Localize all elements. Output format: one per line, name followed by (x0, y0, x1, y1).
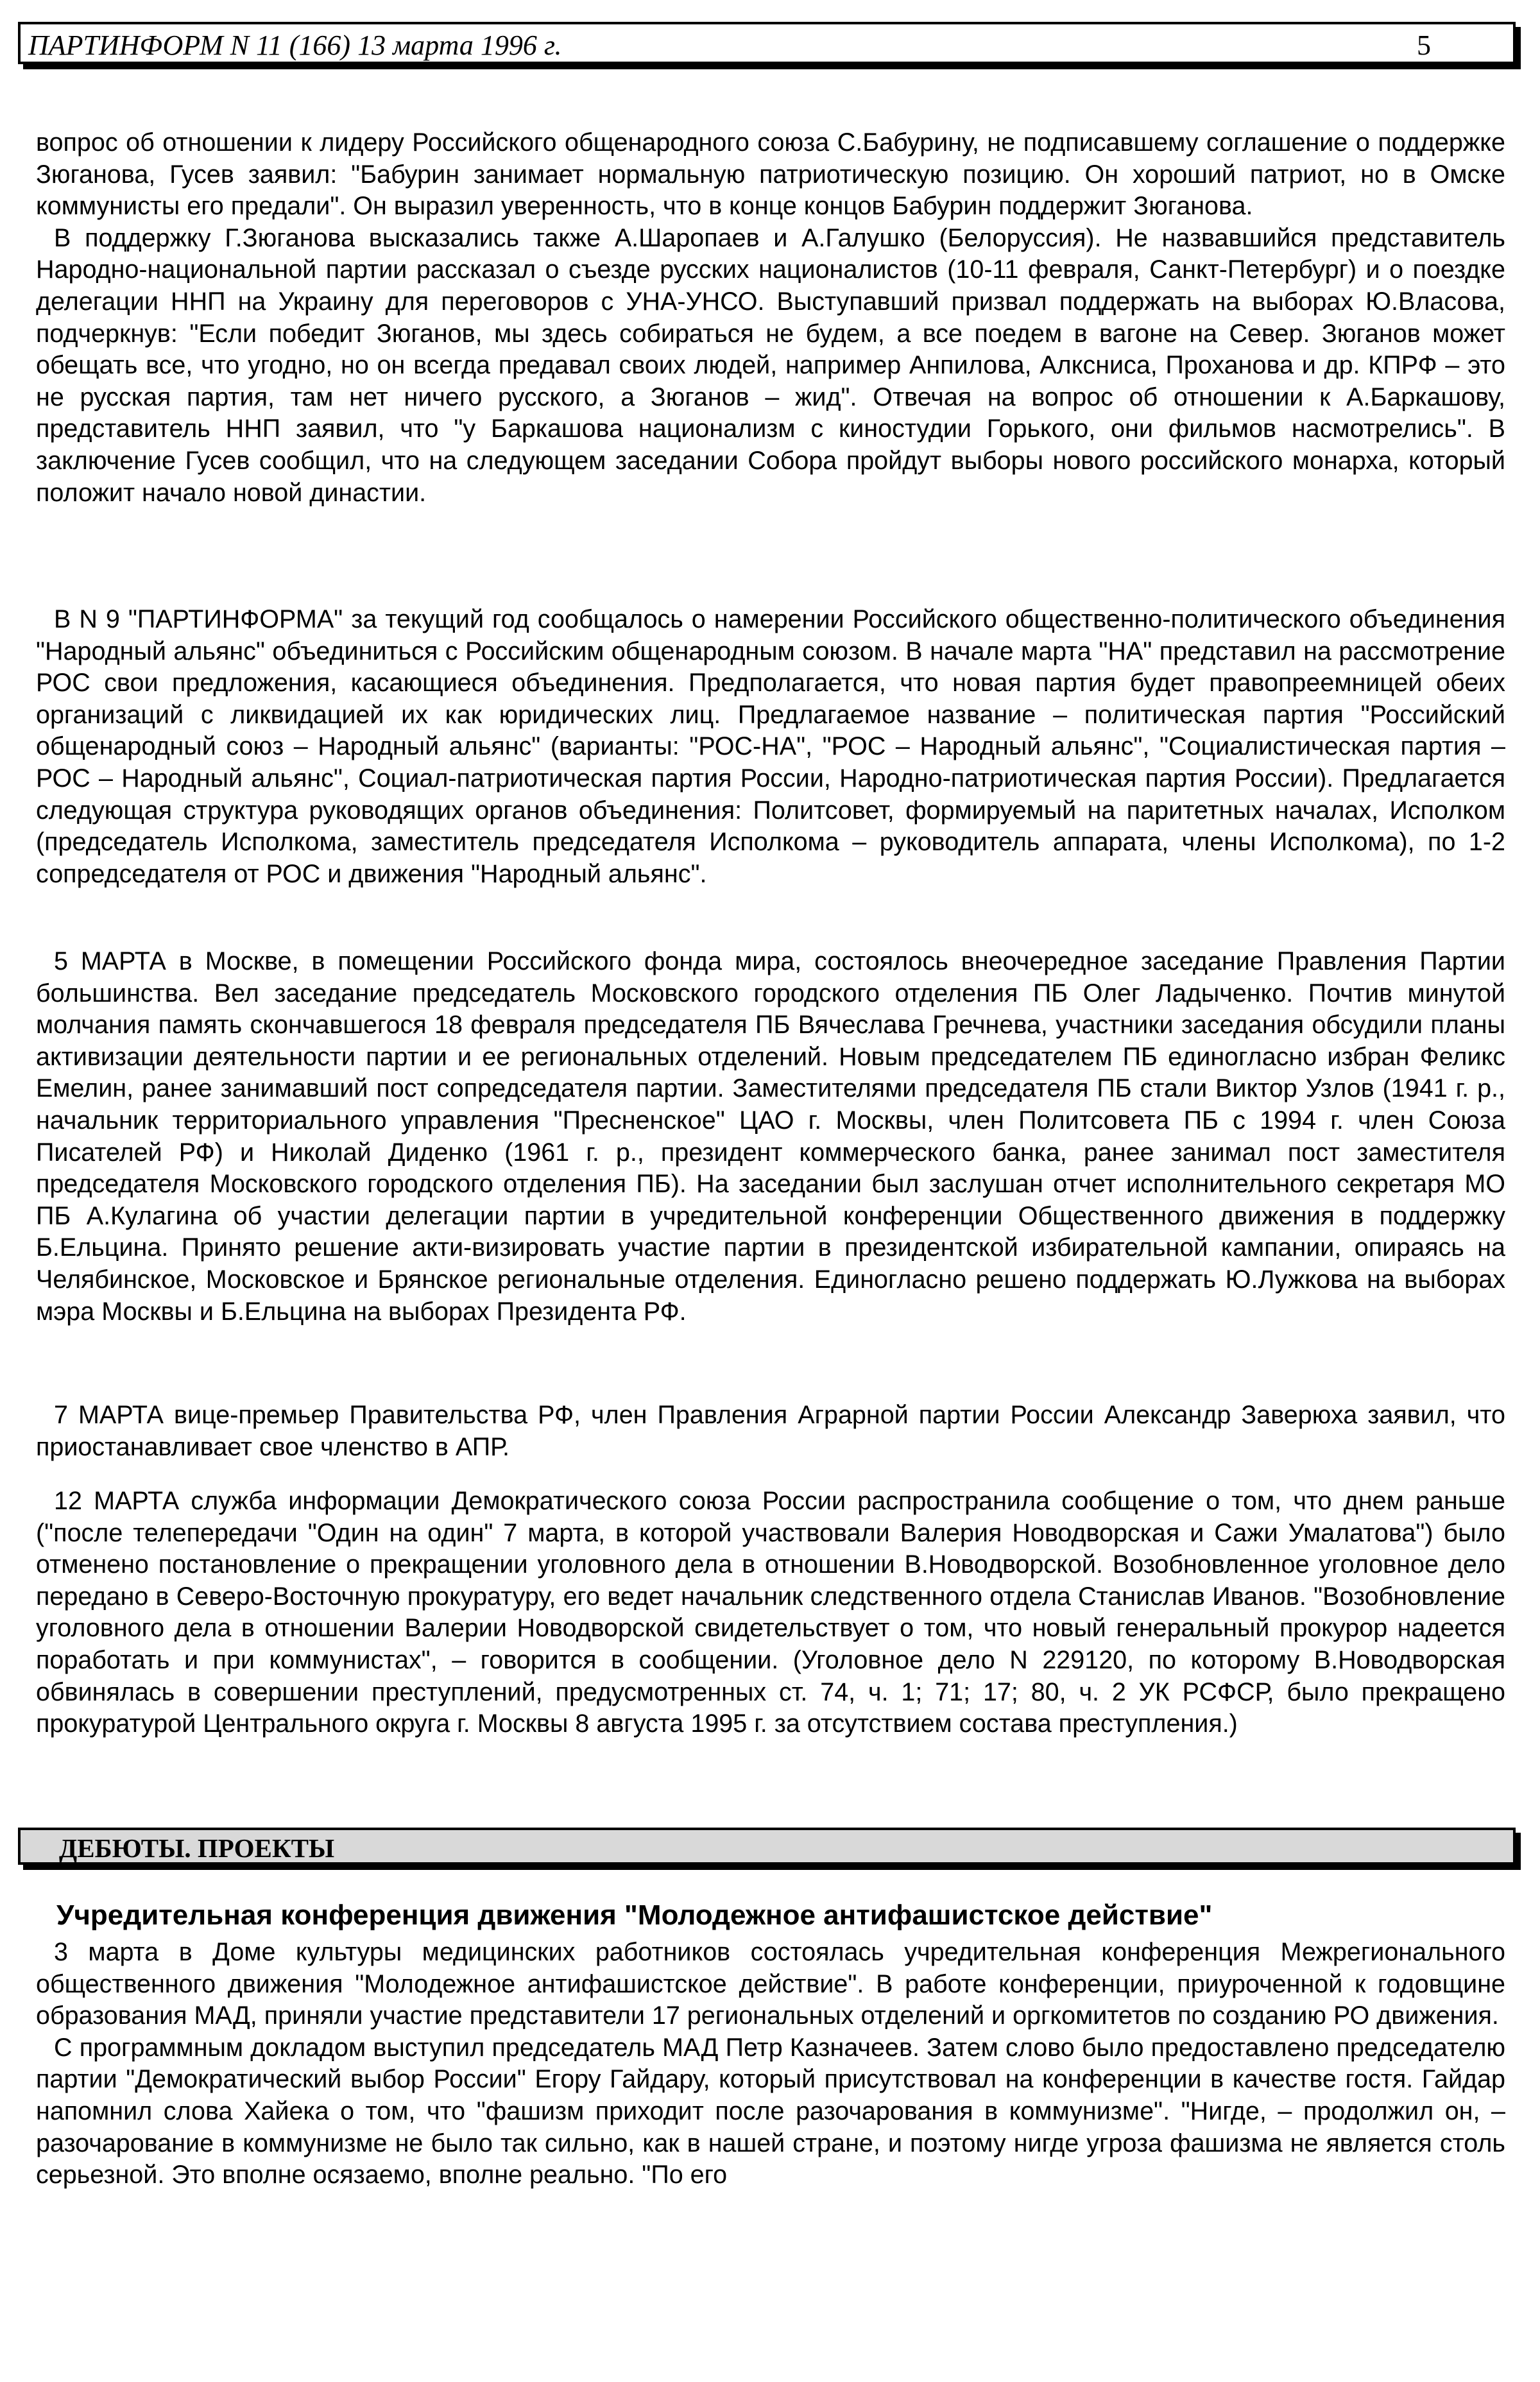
page-header (18, 22, 1516, 64)
publication-title: ПАРТИНФОРМ N 11 (166) 13 марта 1996 г. (28, 30, 562, 61)
paragraph-novodvorskaya: 12 МАРТА служба информации Демократического союза России распространила сообщение о том, что днем раньше ("после телепередачи "Один на один" 7 марта, в которой участвовали Валерия Новодворская и Сажи Умалатова") было отменено постановление о прекращении уголовного дела в отношении В.Новодворской. Возобновленное уголовное дело передано в Северо-Восточную прокуратуру, его ведет начальник следственного отдела Станислав Иванов. "Возобновление уголовного дела в отношении Валерии Новодворской свидетельствует о том, что новый генеральный прокурор надеется поработать и при коммунистах", – говорится в сообщении. (Уголовное дело N 229120, по которому В.Новодворская обвинялась в совершении преступлений, предусмотренных ст. 74, ч. 1; 71; 17; 80, ч. 2 УК РСФСР, было прекращено прокуратурой Центрального округа г. Москвы 8 августа 1995 г. за отсутствием состава преступления.) (36, 1487, 1505, 1738)
page-number: 5 (1417, 30, 1431, 61)
paragraph-zyuganov-support: В поддержку Г.Зюганова высказались также А.Шаропаев и А.Галушко (Белоруссия). Не назвавшийся представитель Народно-национальной партии рассказал о съезде русских националистов (10-11 февраля, Санкт-Петербург) и о поездке делегации ННП на Украину для переговоров с УНА-УНСО. Выступавший призвал поддержать на выборах Ю.Власова, подчеркнув: "Если победит Зюганов, мы здесь собираться не будем, а все поедем в вагоне на Север. Зюганов может обещать все, что угодно, но он всегда предавал своих людей, например Анпилова, Алксниса, Проханова и др. КПРФ – это не русская партия, там нет ничего русского, а Зюганов – жид". Отвечая на вопрос об отношении к А.Баркашову, представитель ННП заявил, что "у Баркашова национализм с киностудии Горького, они фильмов насмотрелись". В заключение Гусев сообщил, что на следующем заседании Собора пройдут выборы нового российского монарха, который положит начало новой династии. (36, 223, 1505, 507)
paragraph-baburin: вопрос об отношении к лидеру Российского общенародного союза С.Бабурину, не подписавшему соглашение о поддержке Зюганова, Гусев заявил: "Бабурин занимает нормальную патриотическую позицию. Он хороший патриот, но в Омске коммунисты его предали". Он выразил уверенность, что в конце концов Бабурин поддержит Зюганова. (36, 128, 1505, 221)
paragraph-partiya-bolshinstva: 5 МАРТА в Москве, в помещении Российского фонда мира, состоялось внеочередное заседание Правления Партии большинства. Вел заседание председатель Московского городского отделения ПБ Олег Ладыченко. Почтив минутой молчания память скончавшегося 18 февраля председателя ПБ Вячеслава Гречнева, участники заседания обсудили планы активизации деятельности партии и ее региональных отделений. Новым председателем ПБ единогласно избран Феликс Емелин, ранее занимавший пост сопредседателя партии. Заместителями председателя ПБ стали Виктор Узлов (1941 г. р., начальник территориального управления "Пресненское" ЦАО г. Москвы, член Политсовета ПБ с 1994 г. член Союза Писателей РФ) и Николай Диденко (1961 г. р., президент коммерческого банка, ранее занимал пост заместителя председателя Московского городского отделения ПБ). На заседании был заслушан отчет исполнительного секретаря МО ПБ А.Кулагина об участии делегации партии в учредительной конференции Общественного движения в поддержку Б.Ельцина. Принято решение акти-визировать участие партии в президентской избирательной кампании, опираясь на Челябинское, Московское и Брянское региональные отделения. Единогласно решено поддержать Ю.Лужкова на выборах мэра Москвы и Б.Ельцина на выборах Президента РФ. (36, 947, 1505, 1326)
paragraph-narodny-alyans: В N 9 "ПАРТИНФОРМА" за текущий год сообщалось о намерении Российского общественно-политического объединения "Народный альянс" объединиться с Российским общенародным союзом. В начале марта "НА" представил на рассмотрение РОС свои предложения, касающиеся объединения. Предполагается, что новая партия будет правопреемницей обеих организаций с ликвидацией их как юридических лиц. Предлагаемое название – политическая партия "Российский общенародный союз – Народный альянс" (варианты: "РОС-НА", "РОС – Народный альянс", "Социалистическая партия – РОС – Народный альянс", Социал-патриотическая партия России, Народно-патриотическая партия России). Предлагается следующая структура руководящих органов объединения: Политсовет, формируемый на паритетных началах, Исполком (председатель Исполкома, заместитель председателя Исполкома – руководитель аппарата, члены Исполкома), по 1-2 сопредседателя от РОС и движения "Народный альянс". (36, 605, 1505, 888)
news-block-2 (36, 604, 1505, 890)
article-body (36, 1937, 1505, 2191)
article-heading: Учредительная конференция движения "Молодежное антифашистское действие" (56, 1899, 1213, 1931)
news-block-4 (36, 1400, 1505, 1463)
article-paragraph-2: С программным докладом выступил председатель МАД Петр Казначеев. Затем слово было предоставлено председателю партии "Демократический выбор России" Егору Гайдару, который присутствовал на конференции в качестве гостя. Гайдар напомнил слова Хайека о том, что "фашизм приходит после разочарования в коммунизме". "Нигде, – продолжил он, – разочарование в коммунизме не было так сильно, как в нашей стране, и поэтому нигде угроза фашизма не является столь серьезной. Это вполне осязаемо, вполне реально. "По его (36, 2033, 1505, 2189)
news-block-5 (36, 1486, 1505, 1740)
section-header-bar (18, 1828, 1516, 1865)
news-block-1 (36, 127, 1505, 509)
article-paragraph-1: 3 марта в Доме культуры медицинских работников состоялась учредительная конференция Межрегионального общественного движения "Молодежное антифашистское действие". В работе конференции, приуроченной к годовщине образования МАД, приняли участие представители 17 региональных отделений и оргкомитетов по созданию РО движения. (36, 1938, 1505, 2030)
paragraph-zaveryukha: 7 МАРТА вице-премьер Правительства РФ, член Правления Аграрной партии России Александр Заверюха заявил, что приостанавливает свое членство в АПР. (36, 1401, 1505, 1461)
section-title: ДЕБЮТЫ. ПРОЕКТЫ (59, 1833, 335, 1863)
news-block-3 (36, 946, 1505, 1328)
